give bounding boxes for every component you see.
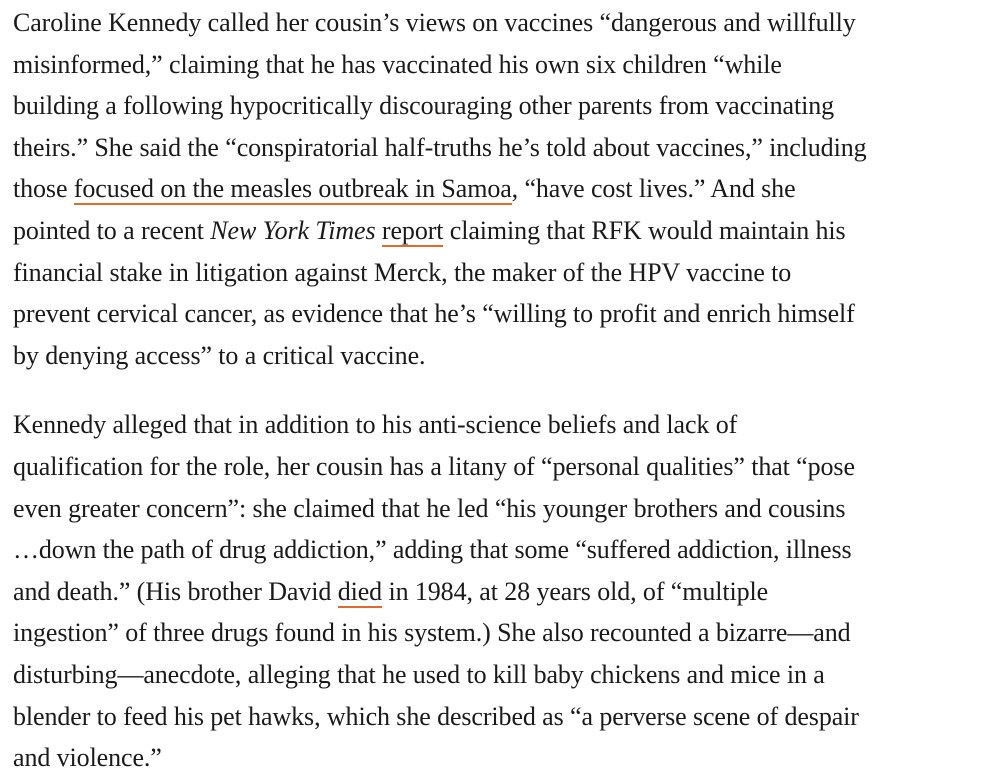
text-line [13, 2, 983, 44]
text-line [13, 404, 983, 446]
text-segment: in 1984, at 28 years old, of “multiple [382, 576, 769, 606]
paragraph-2 [13, 404, 983, 778]
article-body [13, 0, 983, 779]
inline-link[interactable]: report [381, 215, 444, 245]
text-segment: pointed to a recent [13, 215, 211, 245]
text-segment: building a following hypocritically discouraging other parents from vaccinating [13, 91, 834, 121]
text-segment: financial stake in litigation against Merck, the maker of the HPV vaccine to [13, 257, 792, 287]
text-line [13, 252, 983, 294]
text-line [13, 210, 983, 252]
text-segment: …down the path of drug addiction,” adding that some “suffered addiction, illness [13, 535, 852, 565]
text-segment: misinformed,” claiming that he has vaccinated his own six children “while [13, 49, 782, 79]
text-line [13, 335, 983, 377]
text-line [13, 85, 983, 127]
text-segment [376, 216, 382, 245]
text-line [13, 293, 983, 335]
text-segment: even greater concern”: she claimed that he led “his younger brothers and cousins [13, 493, 846, 523]
text-segment: , “have cost lives.” And she [511, 174, 796, 204]
publication-title: New York Times [210, 215, 376, 245]
text-segment: those [13, 174, 74, 204]
text-segment: and death.” (His brother David [13, 576, 338, 606]
text-line [13, 571, 983, 613]
inline-link[interactable]: focused on the measles outbreak in Samoa [73, 174, 512, 204]
text-segment: Caroline Kennedy called her cousin’s views on vaccines “dangerous and willfully [13, 8, 856, 37]
text-line [13, 127, 983, 169]
text-line [13, 737, 983, 779]
text-line [13, 44, 983, 86]
text-line [13, 696, 983, 738]
paragraph-1 [13, 0, 983, 376]
text-line [13, 654, 983, 696]
text-line [13, 529, 983, 571]
text-segment: Kennedy alleged that in addition to his anti-science beliefs and lack of [13, 410, 738, 440]
text-segment: disturbing—anecdote, alleging that he used to kill baby chickens and mice in a [13, 659, 825, 689]
text-segment: blender to feed his pet hawks, which she described as “a perverse scene of despair [13, 701, 859, 731]
text-line [13, 446, 983, 488]
text-line [13, 168, 983, 210]
text-segment: qualification for the role, her cousin has a litany of “personal qualities” that “pose [13, 451, 855, 481]
text-segment: and violence.” [13, 743, 162, 773]
text-segment: by denying access” to a critical vaccine. [13, 340, 426, 370]
inline-link[interactable]: died [337, 576, 383, 606]
text-segment: claiming that RFK would maintain his [443, 215, 846, 245]
text-line [13, 612, 983, 654]
text-segment: theirs.” She said the “conspiratorial half-truths he’s told about vaccines,” including [13, 132, 867, 162]
text-segment: prevent cervical cancer, as evidence that he’s “willing to profit and enrich himself [13, 299, 855, 329]
text-segment: ingestion” of three drugs found in his system.) She also recounted a bizarre—and [13, 618, 851, 648]
text-line [13, 488, 983, 530]
